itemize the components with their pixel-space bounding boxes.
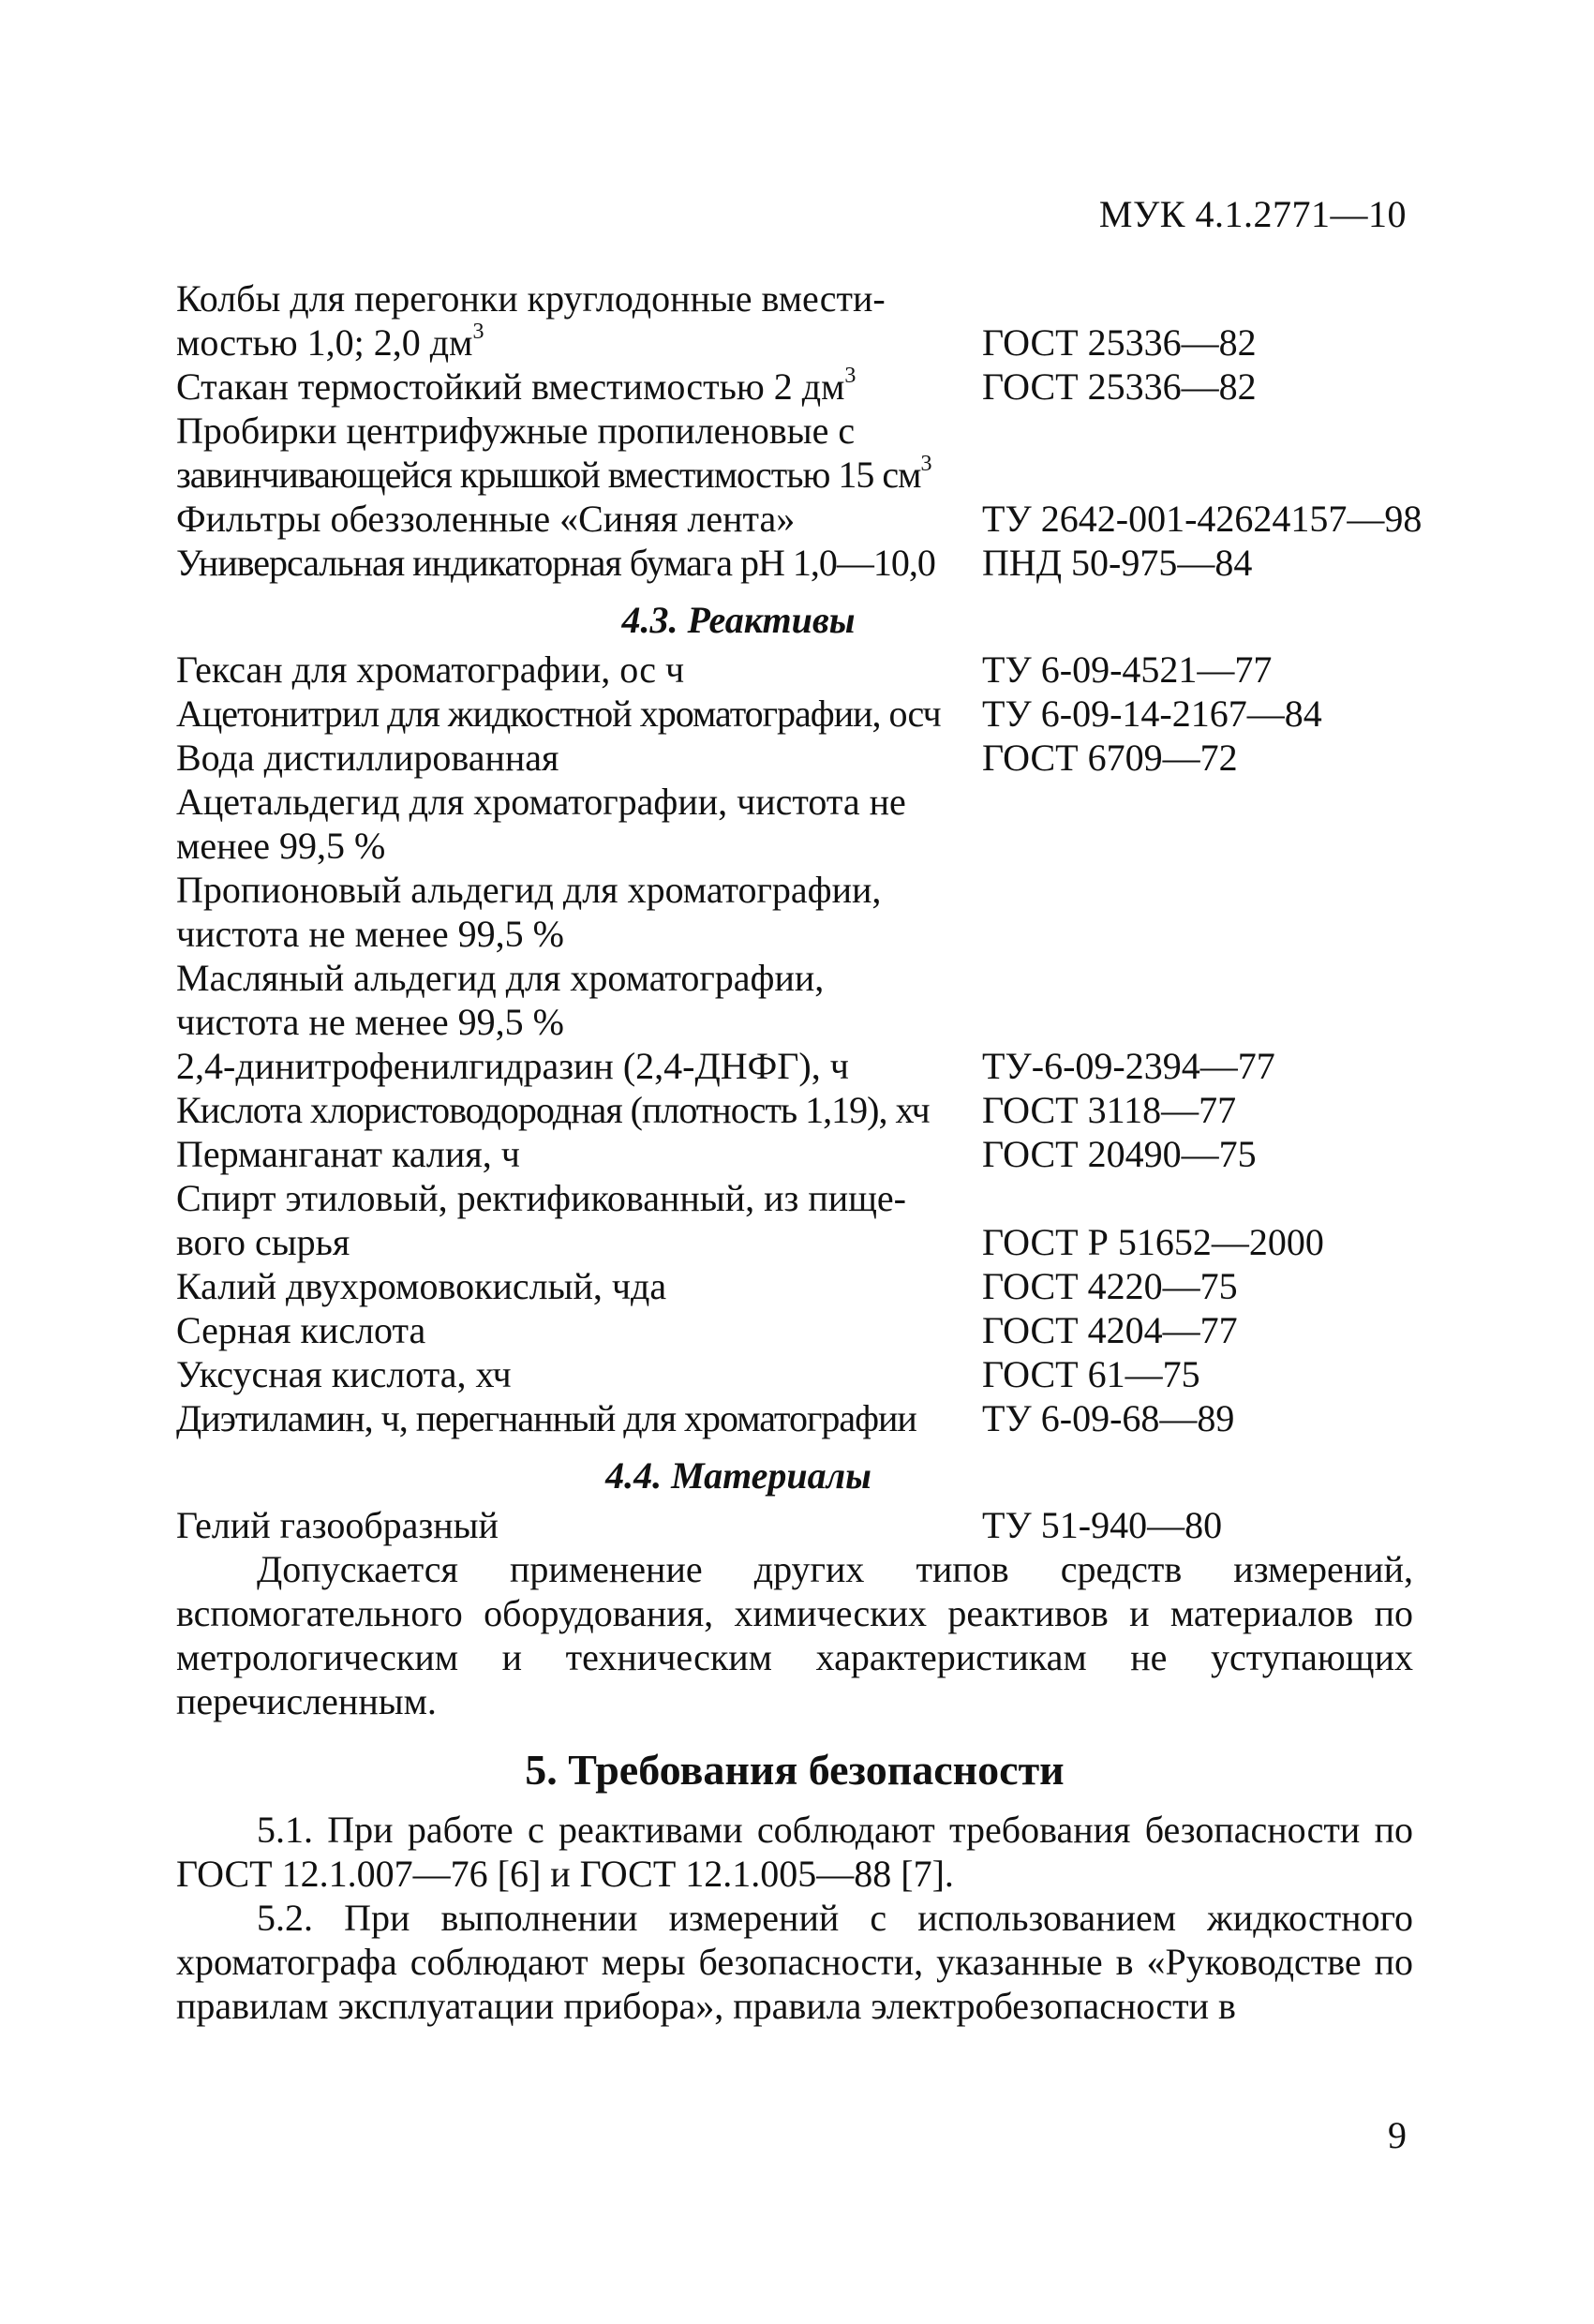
item-name-line: Вода дистиллированная bbox=[176, 737, 559, 779]
item-name-line: Серная кислота bbox=[176, 1309, 426, 1351]
item-standard: ТУ 6-09-4521—77 bbox=[982, 648, 1273, 691]
list-item bbox=[176, 1308, 1413, 1352]
item-name-line: Пробирки центрифужные пропиленовые с bbox=[176, 410, 856, 452]
item-standard: ТУ-6-09-2394—77 bbox=[982, 1045, 1275, 1087]
list-item bbox=[176, 1088, 1413, 1132]
item-standard: ГОСТ 6709—72 bbox=[982, 737, 1238, 779]
superscript: 3 bbox=[920, 451, 931, 476]
note-paragraph: Допускается применение других типов средств измерений, вспомогательного оборудования, химических реактивов и материалов по метрологическим и техническим характеристикам не уступающих перечисленным. bbox=[176, 1548, 1413, 1722]
item-name-line: завинчивающейся крышкой вместимостью 15 см bbox=[176, 454, 921, 496]
item-standard: ТУ 6-09-14-2167—84 bbox=[982, 693, 1322, 735]
item-name-line: Пропионовый альдегид для хроматографии, bbox=[176, 869, 882, 911]
item-name-line: вого сырья bbox=[176, 1221, 350, 1263]
item-standard: ГОСТ 20490—75 bbox=[982, 1133, 1257, 1175]
item-standard: ТУ 51-940—80 bbox=[982, 1504, 1223, 1546]
list-item bbox=[176, 1352, 1413, 1396]
section-heading: 5. Требования безопасности bbox=[525, 1746, 1065, 1794]
item-name-line: Диэтиламин, ч, перегнанный для хроматографии bbox=[176, 1397, 916, 1439]
paragraph-5-2: 5.2. При выполнении измерений с использованием жидкостного хроматографа соблюдают меры безопасности, указанные в «Руководстве по правилам эксплуатации прибора», правила электробезопасности в bbox=[176, 1897, 1413, 2027]
item-standard: ГОСТ 3118—77 bbox=[982, 1089, 1237, 1131]
item-standard: ГОСТ 4204—77 bbox=[982, 1309, 1238, 1351]
item-standard: ГОСТ 25336—82 bbox=[982, 321, 1257, 364]
list-item bbox=[176, 1176, 1413, 1264]
paragraph-5-1: 5.1. При работе с реактивами соблюдают требования безопасности по ГОСТ 12.1.007—76 [6] и ГОСТ 12.1.005—88 [7]. bbox=[176, 1809, 1413, 1895]
item-name-line: Масляный альдегид для хроматографии, bbox=[176, 957, 825, 999]
subsection-heading-materials: 4.4. Материалы bbox=[605, 1454, 871, 1497]
list-item bbox=[176, 780, 1413, 868]
item-name-line: Калий двухромовокислый, чда bbox=[176, 1265, 667, 1307]
item-name-line: Ацетонитрил для жидкостной хроматографии, осч bbox=[176, 693, 941, 735]
item-name-line: Гелий газообразный bbox=[176, 1504, 499, 1546]
list-item bbox=[176, 276, 1413, 365]
item-standard: ПНД 50-975—84 bbox=[982, 542, 1253, 584]
item-name-line: мостью 1,0; 2,0 дм bbox=[176, 321, 473, 364]
item-name-line: Фильтры обеззоленные «Синяя лента» bbox=[176, 498, 796, 540]
item-standard: ГОСТ 61—75 bbox=[982, 1353, 1200, 1395]
item-name-line: 2,4-динитрофенилгидразин (2,4-ДНФГ), ч bbox=[176, 1045, 849, 1087]
page-number: 9 bbox=[1388, 2114, 1407, 2156]
list-item bbox=[176, 868, 1413, 956]
page-content bbox=[176, 276, 1423, 2028]
item-standard: ТУ 6-09-68—89 bbox=[982, 1397, 1235, 1439]
item-name-line: Стакан термостойкий вместимостью 2 дм bbox=[176, 365, 845, 408]
document-code: МУК 4.1.2771—10 bbox=[1098, 193, 1407, 235]
item-name-line: Кислота хлористоводородная (плотность 1,19), хч bbox=[176, 1089, 930, 1131]
list-item bbox=[176, 1396, 1413, 1440]
item-standard: ГОСТ 25336—82 bbox=[982, 365, 1257, 408]
item-name-line: Гексан для хроматографии, ос ч bbox=[176, 648, 685, 691]
item-standard: ГОСТ 4220—75 bbox=[982, 1265, 1238, 1307]
subsection-heading-reagents: 4.3. Реактивы bbox=[621, 599, 856, 641]
list-item bbox=[176, 1503, 1413, 1547]
item-name-line: Ацетальдегид для хроматографии, чистота не bbox=[176, 781, 906, 823]
list-item bbox=[176, 409, 1413, 497]
superscript: 3 bbox=[844, 363, 857, 388]
item-name-line: Универсальная индикаторная бумага рН 1,0—10,0 bbox=[176, 542, 935, 584]
item-standard: ТУ 2642-001-42624157—98 bbox=[982, 498, 1423, 540]
list-item bbox=[176, 497, 1423, 541]
list-item bbox=[176, 365, 1413, 409]
item-name-line: Перманганат калия, ч bbox=[176, 1133, 520, 1175]
item-name-line: чистота не менее 99,5 % bbox=[176, 1001, 564, 1043]
item-name-line: чистота не менее 99,5 % bbox=[176, 913, 564, 955]
list-item bbox=[176, 541, 1413, 585]
item-name-line: менее 99,5 % bbox=[176, 825, 386, 867]
list-item bbox=[176, 956, 1413, 1044]
superscript: 3 bbox=[472, 319, 484, 344]
list-item bbox=[176, 1264, 1413, 1308]
list-item bbox=[176, 1132, 1413, 1176]
item-name-line: Колбы для перегонки круглодонные вмести- bbox=[176, 277, 886, 320]
list-item bbox=[176, 736, 1413, 780]
list-item bbox=[176, 648, 1413, 692]
list-item bbox=[176, 1044, 1413, 1088]
list-item bbox=[176, 692, 1413, 736]
item-standard: ГОСТ Р 51652—2000 bbox=[982, 1221, 1324, 1263]
item-name-line: Уксусная кислота, хч bbox=[176, 1353, 512, 1395]
item-name-line: Спирт этиловый, ректификованный, из пище- bbox=[176, 1177, 907, 1219]
